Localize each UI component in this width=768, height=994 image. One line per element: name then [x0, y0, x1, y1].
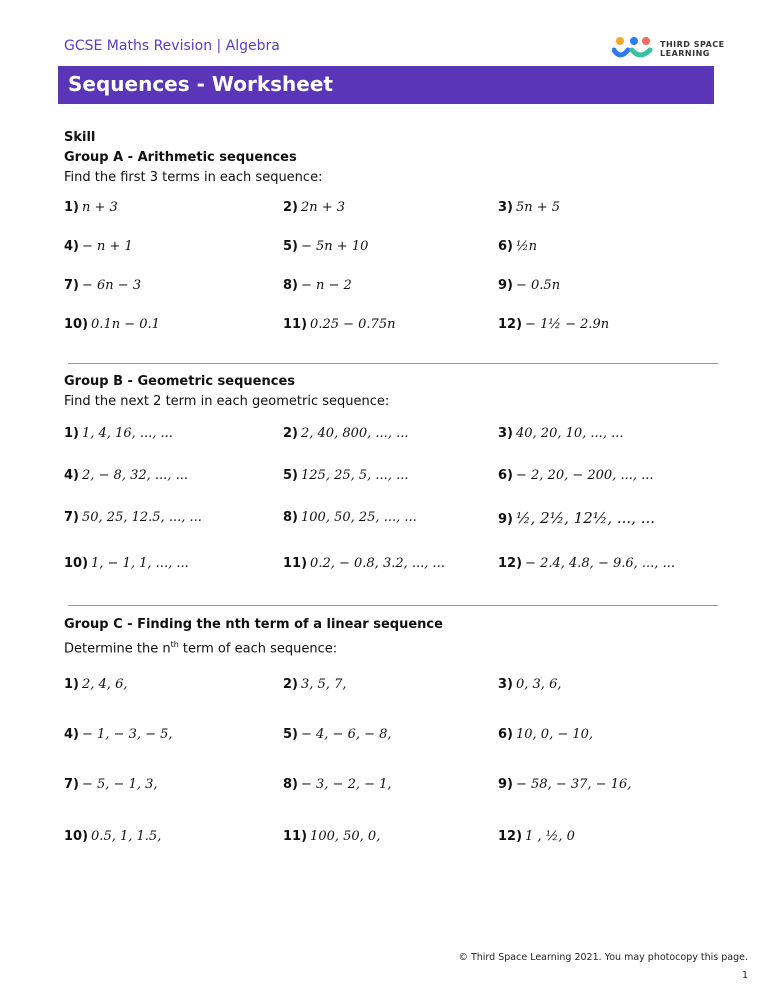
- title-banner: [58, 66, 714, 104]
- third-space-logo: [612, 36, 732, 62]
- group-b-heading: Group B - Geometric sequences: [64, 374, 295, 389]
- question: 10) 0.1n − 0.1: [64, 317, 160, 332]
- group-a-heading: Group A - Arithmetic sequences: [64, 150, 297, 165]
- question: 5) − 5n + 10: [283, 239, 369, 254]
- question: 5) 125, 25, 5, ..., ...: [283, 468, 409, 483]
- question: 1) 2, 4, 6,: [64, 677, 128, 692]
- question: 9) ½, 2½, 12½, ..., ...: [498, 509, 655, 527]
- question: 10) 1, − 1, 1, ..., ...: [64, 556, 189, 571]
- question: 11) 0.2, − 0.8, 3.2, ..., ...: [283, 556, 445, 571]
- question: 3) 40, 20, 10, ..., ...: [498, 426, 624, 441]
- footer-copyright: © Third Space Learning 2021. You may photocopy this page.: [458, 952, 748, 963]
- question: 2) 2n + 3: [283, 200, 346, 215]
- question: 12) − 1½ − 2.9n: [498, 317, 610, 332]
- skill-label: Skill: [64, 130, 96, 145]
- question: 3) 0, 3, 6,: [498, 677, 562, 692]
- question: 7) − 6n − 3: [64, 278, 142, 293]
- group-b-instruction: Find the next 2 term in each geometric sequence:: [64, 394, 390, 409]
- question: 4) 2, − 8, 32, ..., ...: [64, 468, 188, 483]
- question: 1) 1, 4, 16, ..., ...: [64, 426, 173, 441]
- question: 9) − 0.5n: [498, 278, 561, 293]
- question: 2) 2, 40, 800, ..., ...: [283, 426, 409, 441]
- divider: [68, 605, 718, 606]
- question: 4) − 1, − 3, − 5,: [64, 727, 173, 742]
- question: 1) n + 3: [64, 200, 118, 215]
- question: 8) − 3, − 2, − 1,: [283, 777, 392, 792]
- question: 2) 3, 5, 7,: [283, 677, 347, 692]
- question: 12) − 2.4, 4.8, − 9.6, ..., ...: [498, 556, 675, 571]
- question: 6) − 2, 20, − 200, ..., ...: [498, 468, 654, 483]
- divider: [68, 363, 718, 364]
- group-c-instruction: Determine the $n^{th}$ term of each sequence:: [64, 640, 338, 657]
- question: 11) 100, 50, 0,: [283, 829, 381, 844]
- question: 5) − 4, − 6, − 8,: [283, 727, 392, 742]
- group-c-heading: Group C - Finding the nth term of a linear sequence: [64, 617, 443, 632]
- logo-text: THIRD SPACE LEARNING: [660, 40, 725, 58]
- question: 9) − 58, − 37, − 16,: [498, 777, 632, 792]
- question: 10) 0.5, 1, 1.5,: [64, 829, 162, 844]
- question: 7) − 5, − 1, 3,: [64, 777, 158, 792]
- page-number: 1: [741, 970, 748, 981]
- group-a-instruction: Find the first 3 terms in each sequence:: [64, 170, 323, 185]
- question: 11) 0.25 − 0.75n: [283, 317, 396, 332]
- group-c-section: [64, 615, 714, 851]
- question: 8) 100, 50, 25, ..., ...: [283, 510, 417, 525]
- question: 8) − n − 2: [283, 278, 352, 293]
- group-b-section: [64, 372, 714, 578]
- page-title: Sequences - Worksheet: [68, 72, 333, 96]
- question: 4) − n + 1: [64, 239, 133, 254]
- question: 6) ½n: [498, 239, 537, 254]
- header-subtitle: GCSE Maths Revision | Algebra: [64, 38, 280, 54]
- question: 6) 10, 0, − 10,: [498, 727, 594, 742]
- logo-mark-icon: [612, 36, 656, 62]
- question: 3) 5n + 5: [498, 200, 561, 215]
- question: 7) 50, 25, 12.5, ..., ...: [64, 510, 202, 525]
- question: 12) 1 , ½, 0: [498, 829, 575, 844]
- group-a-section: [64, 128, 714, 339]
